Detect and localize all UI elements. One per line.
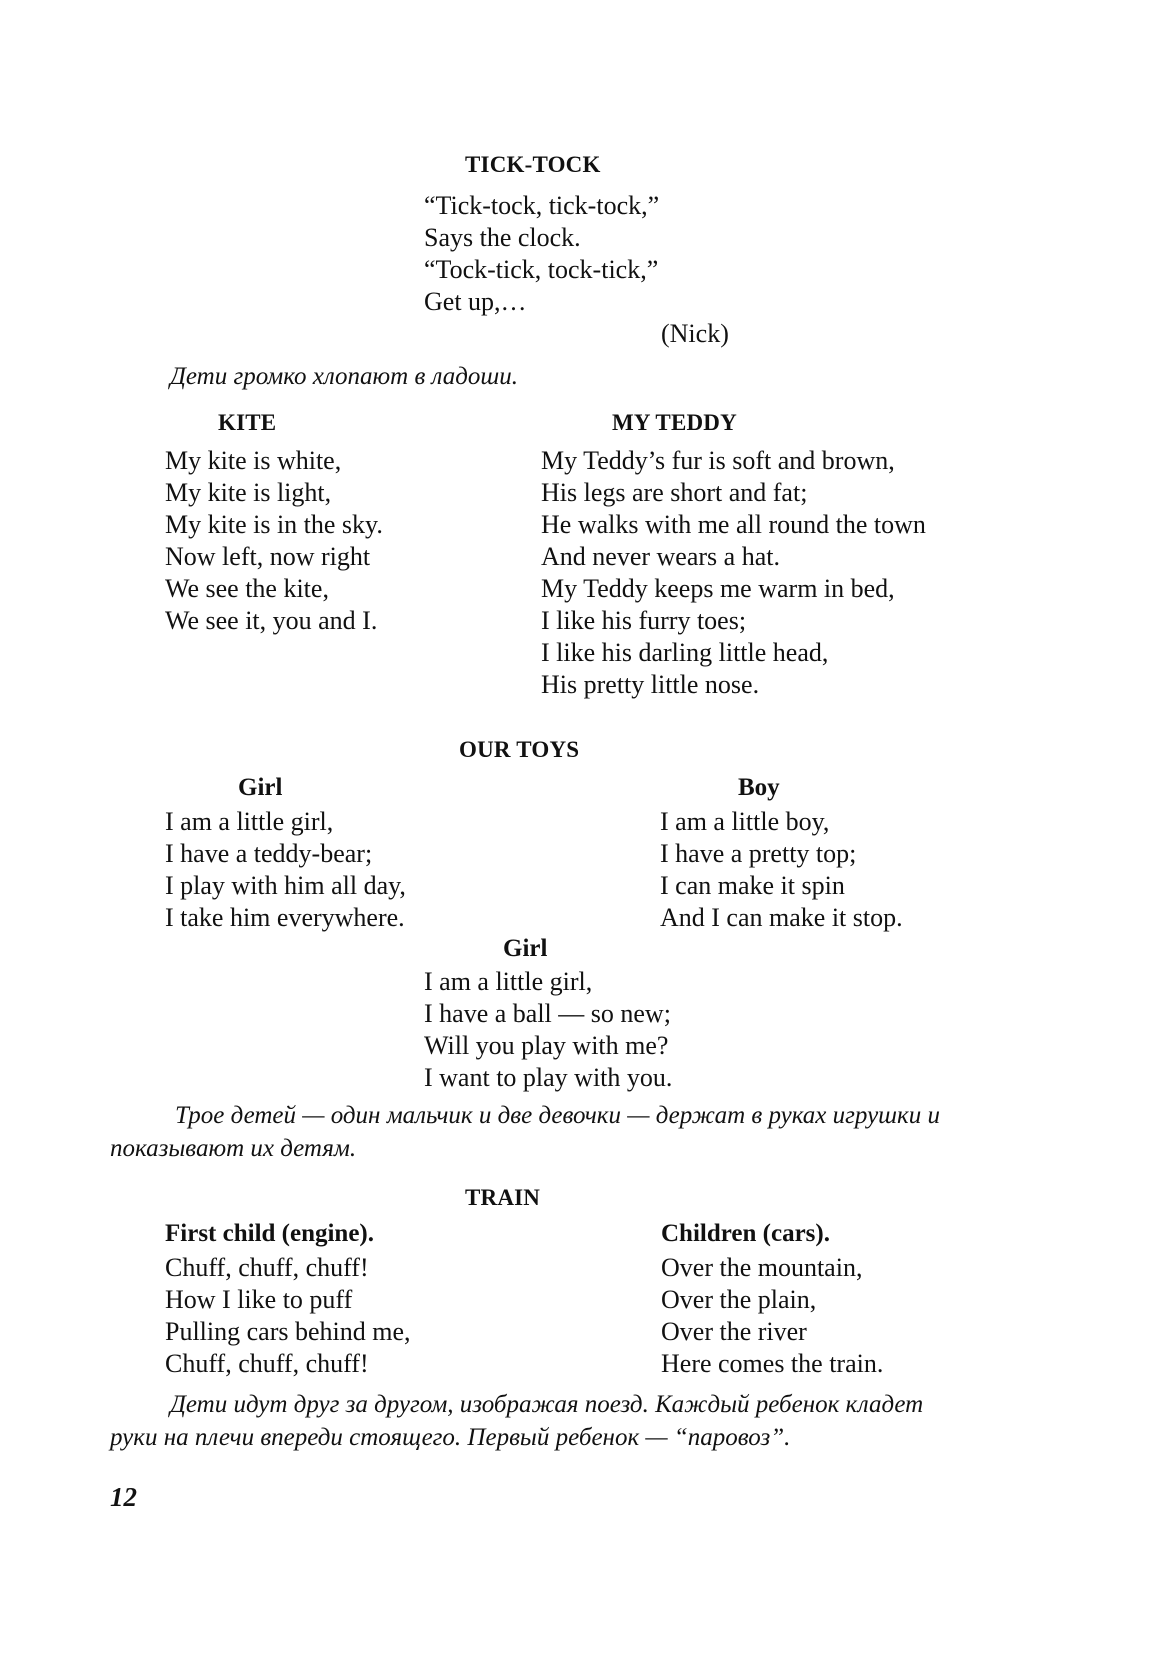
verse-line: “Tock-tick, tock-tick,” (424, 255, 659, 284)
verse-line: Now left, now right (165, 542, 371, 571)
teddy-verse (541, 445, 926, 701)
verse-line: I play with him all day, (165, 871, 406, 900)
kite-title: KITE (218, 410, 277, 435)
tick-tock-title: TICK-TOCK (465, 152, 601, 177)
girl-verse-2 (424, 966, 672, 1094)
verse-line: Says the clock. (424, 223, 581, 252)
boy-verse (660, 806, 903, 934)
verse-line: My Teddy’s fur is soft and brown, (541, 446, 895, 475)
verse-line: I like his furry toes; (541, 606, 747, 635)
verse-line: My kite is white, (165, 446, 342, 475)
verse-line: I am a little girl, (165, 807, 334, 836)
verse-line: I have a teddy-bear; (165, 839, 373, 868)
verse-line: His legs are short and fat; (541, 478, 808, 507)
verse-line: “Tick-tock, tick-tock,” (424, 191, 660, 220)
verse-line: I have a ball — so new; (424, 999, 671, 1028)
verse-line: Chuff, chuff, chuff! (165, 1253, 369, 1282)
verse-line: His pretty little nose. (541, 670, 760, 699)
engine-verse (165, 1252, 411, 1380)
stage-note-clap: Дети громко хлопают в ладоши. (170, 363, 519, 390)
verse-line: I take him everywhere. (165, 903, 405, 932)
verse-line: Pulling cars behind me, (165, 1317, 411, 1346)
cars-verse (661, 1252, 883, 1380)
engine-label: First child (engine). (165, 1220, 375, 1247)
verse-line: My kite is light, (165, 478, 332, 507)
girl-label-2: Girl (503, 935, 548, 962)
verse-line: I want to play with you. (424, 1063, 673, 1092)
verse-line: How I like to puff (165, 1285, 353, 1314)
tick-tock-verse (424, 190, 659, 318)
verse-line: I have a pretty top; (660, 839, 857, 868)
verse-line: I can make it spin (660, 871, 845, 900)
verse-line: Get up,… (424, 287, 527, 316)
train-title: TRAIN (465, 1185, 541, 1210)
note-line: руки на плечи впереди стоящего. Первый ребенок — “паровоз”. (110, 1424, 791, 1451)
cars-label: Children (cars). (661, 1220, 830, 1247)
verse-line: I am a little girl, (424, 967, 593, 996)
verse-line: We see the kite, (165, 574, 329, 603)
verse-line: My kite is in the sky. (165, 510, 383, 539)
verse-line: My Teddy keeps me warm in bed, (541, 574, 895, 603)
verse-line: We see it, you and I. (165, 606, 378, 635)
verse-line: I am a little boy, (660, 807, 830, 836)
verse-line: I like his darling little head, (541, 638, 829, 667)
note-line: Трое детей — один мальчик и две девочки — держат в руках игрушки и (175, 1102, 940, 1129)
note-line: показывают их детям. (110, 1135, 357, 1162)
boy-label: Boy (738, 774, 780, 801)
verse-line: Over the plain, (661, 1285, 817, 1314)
page-number: 12 (110, 1482, 137, 1512)
girl-verse (165, 806, 406, 934)
teddy-title: MY TEDDY (612, 410, 737, 435)
kite-verse (165, 445, 383, 637)
verse-line: Over the mountain, (661, 1253, 863, 1282)
stage-note-train (110, 1388, 923, 1454)
our-toys-title: OUR TOYS (459, 737, 580, 762)
verse-line: And I can make it stop. (660, 903, 903, 932)
verse-line: And never wears a hat. (541, 542, 780, 571)
verse-line: Chuff, chuff, chuff! (165, 1349, 369, 1378)
verse-line: Over the river (661, 1317, 807, 1346)
verse-line: He walks with me all round the town (541, 510, 926, 539)
note-line: Дети идут друг за другом, изображая поезд. Каждый ребенок кладет (170, 1391, 924, 1418)
tick-tock-author: (Nick) (661, 319, 729, 348)
girl-label: Girl (238, 774, 283, 801)
verse-line: Here comes the train. (661, 1349, 884, 1378)
stage-note-toys (110, 1099, 940, 1165)
verse-line: Will you play with me? (424, 1031, 669, 1060)
